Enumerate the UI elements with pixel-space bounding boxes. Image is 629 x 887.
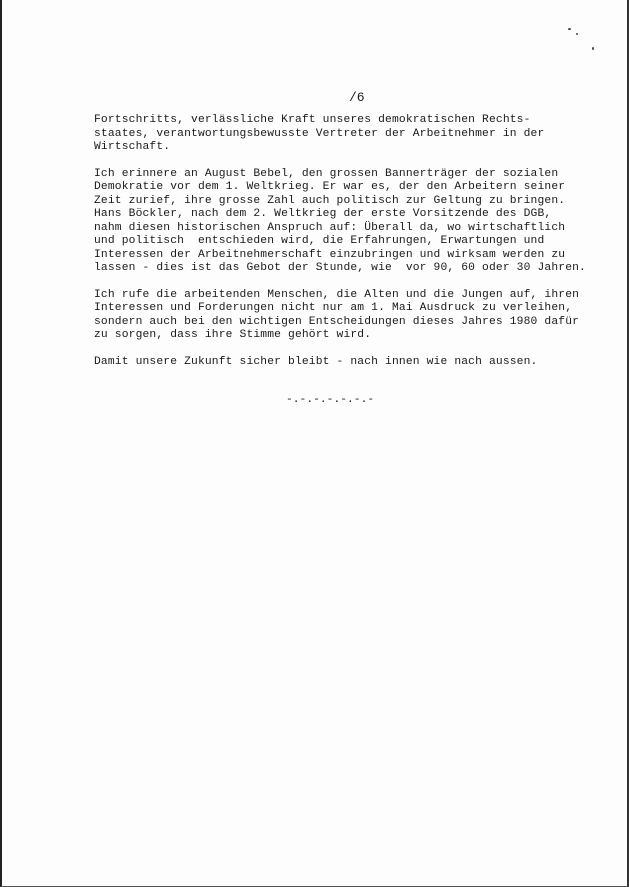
text-line: Zeit zurief, ihre grosse Zahl auch politisch zur Geltung zu bringen. [94, 194, 566, 207]
text-line: lassen - dies ist das Gebot der Stunde, wie vor 90, 60 oder 30 Jahren. [94, 262, 586, 274]
text-line: nahm diesen historischen Anspruch auf: Überall da, wo wirtschaftlich [94, 221, 566, 234]
paragraph-4 [94, 356, 609, 370]
text-line: Ich erinnere an August Bebel, den grossen Bannerträger der sozialen [94, 167, 559, 180]
text-line: Demokratie vor dem 1. Weltkrieg. Er war es, der den Arbeitern seiner [94, 181, 566, 193]
paragraph-3 [94, 289, 609, 343]
text-line: zu sorgen, dass ihre Stimme gehört wird. [94, 329, 372, 341]
text-line: Ich rufe die arbeitenden Menschen, die Alten und die Jungen auf, ihren [94, 288, 580, 301]
text-line: sondern auch bei den wichtigen Entscheidungen dieses Jahres 1980 dafür [94, 315, 580, 328]
scan-speck [568, 28, 571, 30]
paragraph-1 [94, 114, 609, 155]
scan-speck [592, 47, 594, 50]
paragraph-2 [94, 168, 609, 276]
page-number: /6 [349, 90, 365, 105]
text-line: Interessen der Arbeitnehmerschaft einzubringen und wirksam werden zu [94, 248, 566, 261]
scan-speck [576, 33, 578, 35]
text-line: Interessen und Forderungen nicht nur am 1. Mai Ausdruck zu verleihen, [94, 302, 573, 314]
text-line: Wirtschaft. [94, 141, 171, 153]
letter-body [94, 114, 609, 382]
text-line: Fortschritts, verlässliche Kraft unseres demokratischen Rechts- [94, 114, 531, 126]
end-of-text-mark: -.-.-.-.-.-.- [286, 394, 375, 406]
text-line: Damit unsere Zukunft sicher bleibt - nach innen wie nach aussen. [94, 355, 538, 368]
text-line: und politisch entschieden wird, die Erfahrungen, Erwartungen und [94, 235, 545, 247]
text-line: staates, verantwortungsbewusste Vertreter der Arbeitnehmer in der [94, 127, 545, 140]
text-line: Hans Böckler, nach dem 2. Weltkrieg der erste Vorsitzende des DGB, [94, 208, 552, 220]
